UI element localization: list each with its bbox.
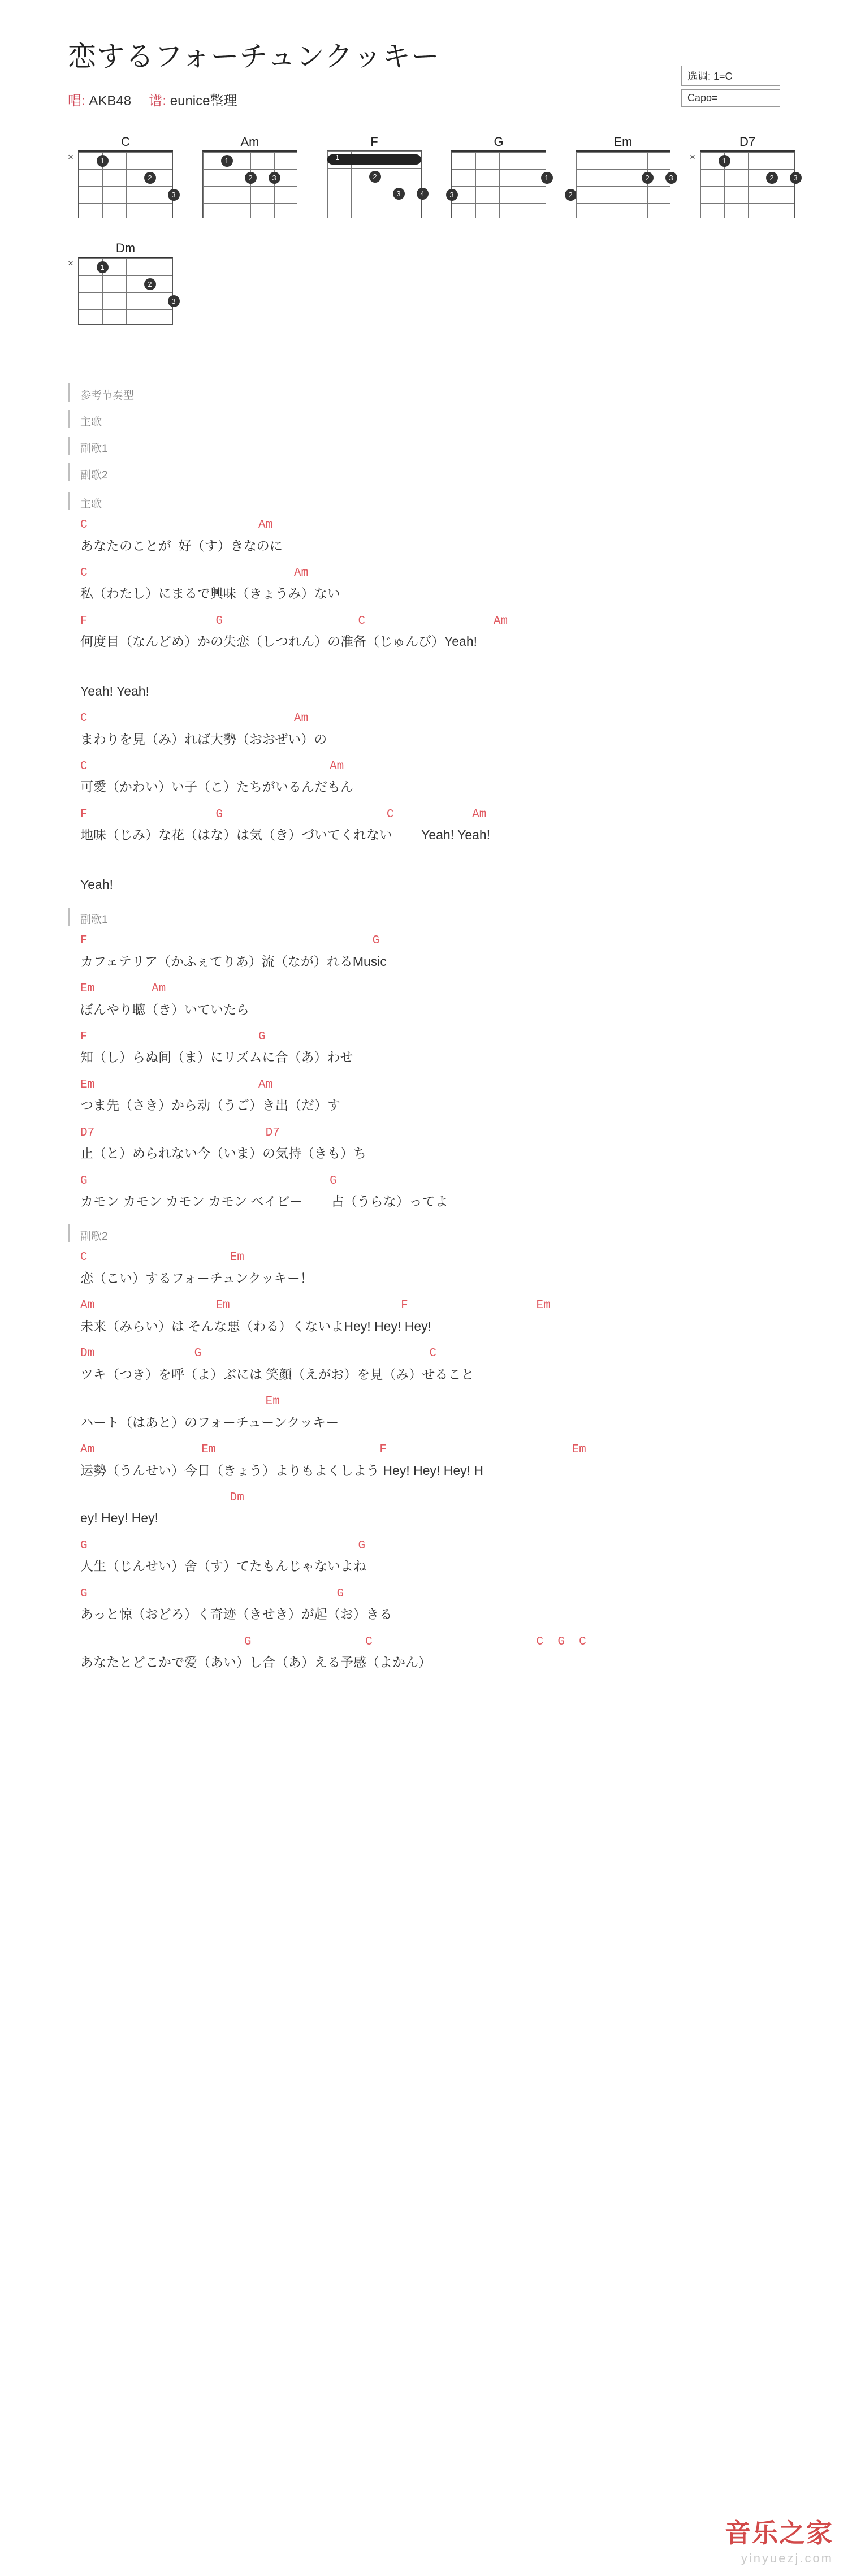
chord-line: F G C Am [80,614,508,628]
chord-line: Em Am [80,1078,273,1091]
chord-grid-wrap [690,150,798,218]
finger-dot: 1 [97,261,109,273]
chord-line: Am Em F Em [80,1443,586,1457]
fretboard-grid [449,150,573,218]
lyrics-section [0,905,848,1220]
chord-diagram [311,135,435,218]
finger-dot: 4 [417,188,429,200]
chord-grid-wrap [68,257,176,325]
chord-line: Em Am [80,982,166,996]
chord-line: Dm [80,1491,244,1504]
spacer [68,854,848,873]
chord-name: Em [613,135,633,149]
chord-grid-wrap [68,150,176,218]
lyric-line: ツキ（つき）を呼（よ）ぶには 笑顔（えがお）を見（み）せること [80,1366,474,1382]
muted-string-marker: × [690,152,695,162]
chord-line: Am Em F Em [80,1299,551,1313]
lyric-line: まわりを見（み）れば大勢（おおぜい）の [80,731,327,747]
finger-dot: 1 [221,155,233,167]
finger-dot: 3 [790,172,802,184]
lyric-line: 地味（じみ）な花（はな）は気（き）づいてくれない Yeah! Yeah! [80,827,491,843]
fretboard-grid [78,257,176,325]
chord-line: F G C Am [80,808,487,821]
chord-line: C Am [80,566,309,580]
lyric-line: 止（と）められない今（いま）の気持（きも）ち [80,1146,366,1161]
section-heading: 副歌2 [68,1222,848,1249]
chord-diagram [187,135,311,218]
outline-item[interactable]: 主歌 [68,408,848,434]
lyric-line: カモン カモン カモン カモン ベイビー 占（うらな）ってよ [80,1194,448,1209]
chord-name: Am [240,135,259,149]
finger-dot: 1 [719,155,730,167]
section-heading: 主歌 [68,490,848,516]
outline-item[interactable]: 参考节奏型 [68,381,848,408]
chord-name: F [370,135,378,149]
chord-grid-wrap [449,150,573,218]
chord-name: D7 [739,135,756,149]
song-body [0,347,848,1717]
fretboard-grid [78,150,176,218]
chord-line: G G [80,1539,366,1552]
watermark-sub: yinyuezj.com [741,2551,833,2565]
outline-item[interactable]: 副歌1 [68,434,848,461]
finger-dot: 3 [665,172,677,184]
watermark-main: 音乐之家 [725,2518,833,2548]
chord-diagram [435,135,573,218]
chord-diagram [62,135,187,218]
chord-line: Dm G C [80,1347,437,1361]
key-info-box [681,66,780,110]
lyric-line: 可愛（かわい）い子（こ）たちがいるんだもん [80,779,353,795]
chord-line: G C C G C [80,1635,586,1649]
lyric-line: ハート（はあと）のフォーチューンクッキー [80,1414,339,1430]
artist-value: AKB48 [89,93,132,109]
lyric-line: ぼんやり聴（き）いていたら [80,1002,249,1017]
chord-name: C [121,135,130,149]
finger-dot: 2 [369,171,381,183]
lyric-line: 何度目（なんどめ）かの失恋（しつれん）の准备（じゅんび）Yeah! [80,634,477,649]
chord-line: C Am [80,519,273,532]
finger-dot: 2 [245,172,257,184]
lyric-line: つま先（さき）から动（うご）き出（だ）す [80,1098,340,1113]
lyric-line: Yeah! [80,877,113,892]
lyric-line: 运勢（うんせい）今日（きょう）よりもよくしよう Hey! Hey! Hey! H [80,1462,484,1478]
finger-dot: 1 [97,155,109,167]
outline-section [0,381,848,487]
watermark [725,2513,833,2566]
finger-dot: 2 [565,189,577,201]
lyric-line: あなたのことが 好（す）きなのに [80,538,283,553]
chord-grid-wrap [202,150,297,218]
lyric-line: カフェテリア（かふぇてりあ）流（なが）れるMusic [80,953,387,969]
chord-name: Dm [115,241,136,255]
lyric-line: 恋（こい）するフォーチュンクッキー！ [80,1270,313,1285]
capo-line: Capo= [681,89,780,107]
artist-label: 唱: [68,93,85,109]
chord-diagram-row [62,135,848,347]
section-heading: 副歌1 [68,905,848,932]
chord-diagram [684,135,808,218]
muted-string-marker: × [68,152,73,162]
chord-line: C Am [80,712,309,726]
fretboard-grid [700,150,798,218]
fretboard-grid [327,150,425,218]
finger-dot: 2 [766,172,778,184]
finger-dot: 1 [541,172,553,184]
finger-dot: 2 [144,278,156,290]
finger-dot: 2 [642,172,654,184]
spacer [68,661,848,680]
arranger-label: 谱: [149,93,167,109]
finger-dot: 2 [144,172,156,184]
chord-grid-wrap [327,150,425,218]
lyrics-section [0,490,848,903]
page-title: 恋するフォーチュンクッキー [68,41,440,72]
chord-line: G G [80,1174,337,1188]
fretboard-grid [202,150,297,218]
chord-line: D7 D7 [80,1126,280,1140]
lyric-line: 私（わたし）にまるで興味（きょうみ）ない [80,586,340,601]
lyric-line: ey! Hey! Hey! ＿ [80,1511,175,1526]
chord-line: C Em [80,1251,244,1265]
chord-diagram [560,135,684,218]
finger-dot: 3 [168,295,180,307]
barre-bar [327,154,421,165]
finger-dot: 3 [269,172,280,184]
lyric-line: 知（し）らぬ间（ま）にリズムに合（あ）わせ [80,1050,353,1065]
lyric-line: 未来（みらい）は そんな悪（わる）くないよHey! Hey! Hey! ＿ [80,1318,448,1334]
lyrics-section [0,1222,848,1681]
chord-grid-wrap [576,150,673,218]
chord-line: F G [80,934,380,948]
lyric-line: あなたとどこかで爱（あい）し合（あ）える予感（よかん） [80,1655,431,1670]
chord-diagrams [0,109,848,347]
finger-dot: 3 [393,188,405,200]
chord-line: F G [80,1030,266,1043]
fretboard-grid [576,150,673,218]
outline-item[interactable]: 副歌2 [68,461,848,487]
chord-name: G [494,135,504,149]
arranger-value: eunice整理 [170,93,237,109]
chord-line: G G [80,1587,344,1600]
chord-line: Em [80,1395,280,1409]
key-line: 选调: 1=C [681,66,780,86]
barre-fret-number: 1 [335,153,340,162]
chord-line: C Am [80,760,344,773]
lyric-line: あっと惊（おどろ）く奇迹（きせき）が起（お）きる [80,1607,392,1622]
finger-dot: 3 [168,189,180,201]
lyric-line: 人生（じんせい）舍（す）てたもんじゃないよね [80,1559,366,1574]
chord-diagram [62,241,187,325]
lyric-line: Yeah! Yeah! [80,683,149,698]
muted-string-marker: × [68,258,73,269]
finger-dot: 3 [446,189,458,201]
